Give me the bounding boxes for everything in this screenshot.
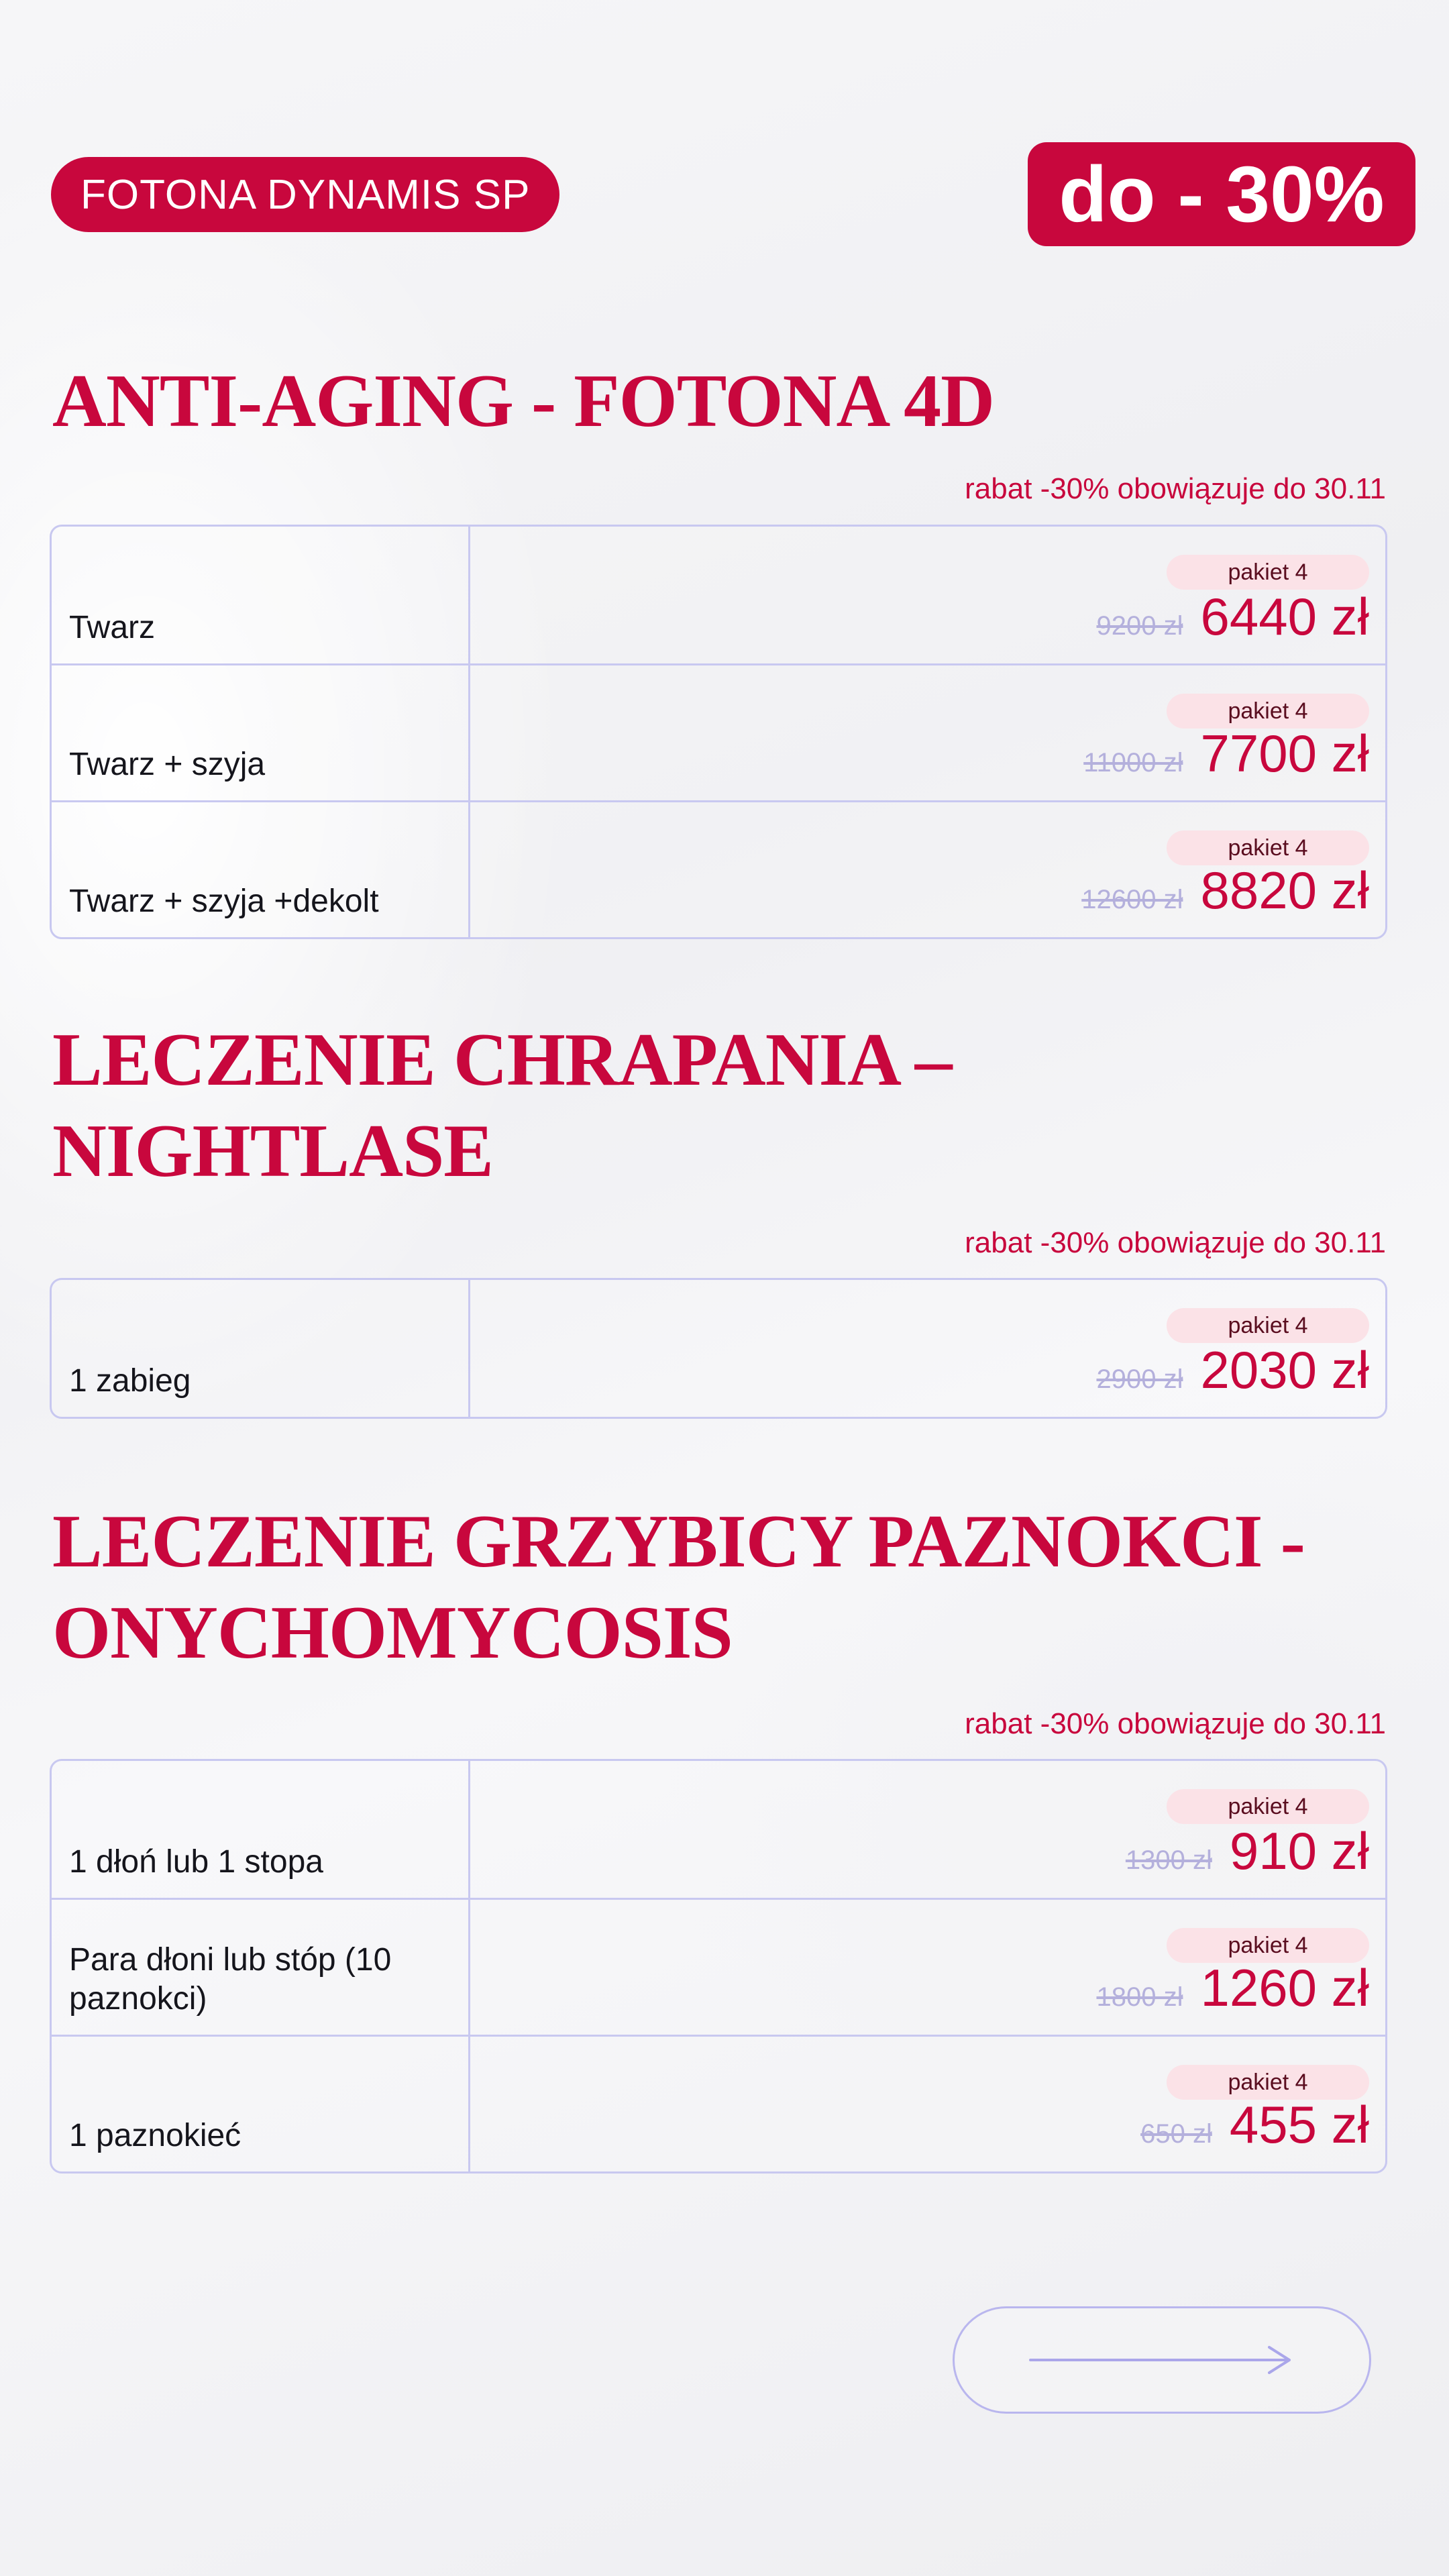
- treatment-name: Twarz + szyja +dekolt: [52, 802, 470, 937]
- arrow-right-icon: [1028, 2343, 1296, 2377]
- price-line: [1096, 1340, 1369, 1401]
- table-row: [52, 1898, 1385, 2035]
- price-cell: [470, 527, 1385, 663]
- price-cell: [470, 1900, 1385, 2035]
- price-table-onychomycosis: [50, 1759, 1387, 2174]
- package-tag: pakiet 4: [1167, 694, 1369, 729]
- price-line: [1126, 1821, 1369, 1882]
- treatment-name: Twarz: [52, 527, 470, 663]
- price-cell: [470, 1761, 1385, 1898]
- promo-note: rabat -30% obowiązuje do 30.11: [965, 1707, 1386, 1740]
- price-line: [1096, 586, 1369, 647]
- old-price: 1300 zł: [1125, 1845, 1212, 1875]
- section-title-onychomycosis-line2: ONYCHOMYCOSIS: [52, 1591, 733, 1674]
- treatment-name: Twarz + szyja: [52, 665, 470, 800]
- package-tag: pakiet 4: [1167, 1308, 1369, 1343]
- old-price: 2900 zł: [1096, 1364, 1183, 1394]
- discount-badge: do - 30%: [1028, 142, 1415, 246]
- package-tag: pakiet 4: [1167, 1928, 1369, 1963]
- new-price: 910 zł: [1229, 1821, 1369, 1880]
- old-price: 9200 zł: [1096, 611, 1183, 641]
- old-price: 11000 zł: [1083, 748, 1183, 777]
- table-row: [52, 1280, 1385, 1417]
- table-row: [52, 1761, 1385, 1898]
- price-table-anti-aging: [50, 525, 1387, 939]
- new-price: 7700 zł: [1200, 724, 1369, 783]
- package-tag: pakiet 4: [1167, 830, 1369, 865]
- price-line: [1140, 2094, 1369, 2155]
- old-price: 650 zł: [1140, 2119, 1212, 2149]
- price-cell: [470, 2037, 1385, 2171]
- section-title-snoring-line2: NIGHTLASE: [52, 1110, 493, 1193]
- table-row: [52, 663, 1385, 800]
- new-price: 1260 zł: [1200, 1958, 1369, 2017]
- treatment-name: 1 zabieg: [52, 1280, 470, 1417]
- section-title-anti-aging: ANTI-AGING - FOTONA 4D: [52, 360, 995, 443]
- treatment-name: 1 dłoń lub 1 stopa: [52, 1761, 470, 1898]
- treatment-name: 1 paznokieć: [52, 2037, 470, 2171]
- new-price: 2030 zł: [1200, 1340, 1369, 1399]
- old-price: 12600 zł: [1081, 885, 1183, 914]
- next-button[interactable]: [953, 2306, 1371, 2414]
- table-row: [52, 2035, 1385, 2171]
- price-cell: [470, 1280, 1385, 1417]
- price-line: [1081, 860, 1369, 921]
- table-row: [52, 800, 1385, 937]
- price-cell: [470, 802, 1385, 937]
- new-price: 8820 zł: [1200, 861, 1369, 920]
- table-row: [52, 527, 1385, 663]
- treatment-name: Para dłoni lub stóp (10 paznokci): [52, 1900, 470, 2035]
- package-tag: pakiet 4: [1167, 555, 1369, 590]
- old-price: 1800 zł: [1096, 1982, 1183, 2012]
- new-price: 455 zł: [1229, 2095, 1369, 2154]
- section-title-snoring: LECZENIE CHRAPANIA –: [52, 1018, 952, 1102]
- package-tag: pakiet 4: [1167, 1789, 1369, 1824]
- promo-note: rabat -30% obowiązuje do 30.11: [965, 472, 1386, 505]
- brand-badge: FOTONA DYNAMIS SP: [51, 157, 559, 232]
- price-table-snoring: [50, 1278, 1387, 1419]
- promo-note: rabat -30% obowiązuje do 30.11: [965, 1226, 1386, 1259]
- price-line: [1096, 1957, 1369, 2019]
- section-title-onychomycosis: LECZENIE GRZYBICY PAZNOKCI -: [52, 1500, 1305, 1583]
- price-cell: [470, 665, 1385, 800]
- package-tag: pakiet 4: [1167, 2065, 1369, 2100]
- new-price: 6440 zł: [1200, 587, 1369, 646]
- price-line: [1083, 723, 1369, 784]
